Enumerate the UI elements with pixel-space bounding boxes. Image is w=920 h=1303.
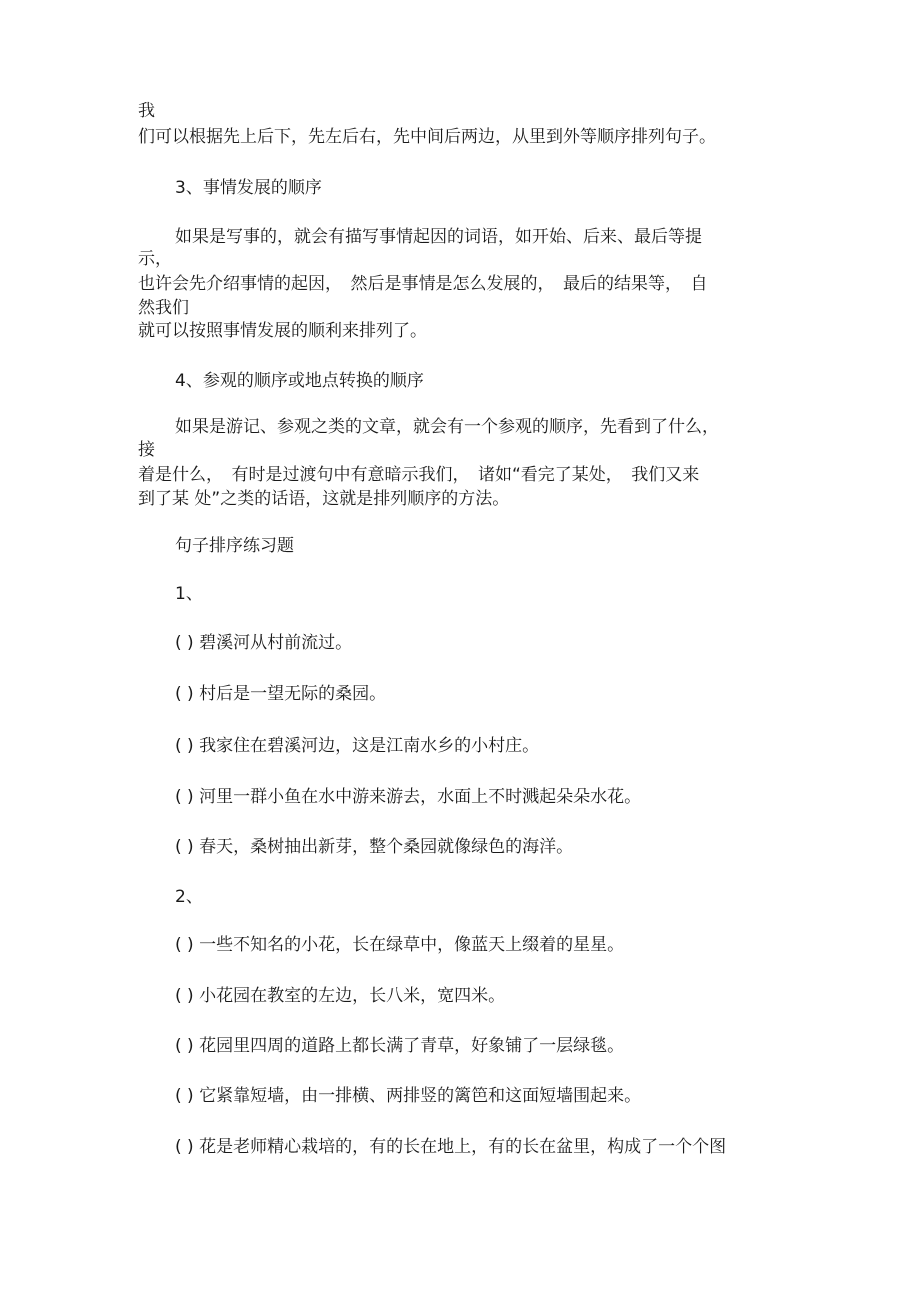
text-line: 到了某 处”之类的话语，这就是排列顺序的方法。 [138, 489, 510, 509]
text-line: 们可以根据先上后下，先左后右，先中间后两边，从里到外等顺序排列句子。 [138, 127, 716, 147]
exercise-title: 句子排序练习题 [175, 536, 294, 556]
exercise-item: ( ) 碧溪河从村前流过。 [175, 633, 353, 653]
text-line: 着是什么， 有时是过渡句中有意暗示我们， 诸如“看完了某处， 我们又来 [138, 465, 700, 485]
exercise-item: ( ) 一些不知名的小花，长在绿草中，像蓝天上缀着的星星。 [175, 935, 625, 955]
exercise-item: ( ) 花园里四周的道路上都长满了青草，好象铺了一层绿毯。 [175, 1036, 625, 1056]
exercise-item: ( ) 河里一群小鱼在水中游来游去，水面上不时溅起朵朵水花。 [175, 787, 642, 807]
text-line: 接 [138, 440, 155, 460]
text-line: 也许会先介绍事情的起因， 然后是事情是怎么发展的， 最后的结果等， 自 [138, 274, 708, 294]
exercise-number: 2、 [175, 887, 203, 907]
section-heading: 4、参观的顺序或地点转换的顺序 [175, 371, 424, 391]
exercise-item: ( ) 花是老师精心栽培的，有的长在地上，有的长在盆里，构成了一个个图 [175, 1137, 727, 1157]
exercise-number: 1、 [175, 584, 203, 604]
text-line: 然我们 [138, 298, 189, 318]
text-line: 示， [138, 249, 172, 269]
section-heading: 3、事情发展的顺序 [175, 178, 322, 198]
text-line: 就可以按照事情发展的顺利来排列了。 [138, 321, 427, 341]
exercise-item: ( ) 它紧靠短墙，由一排横、两排竖的篱笆和这面短墙围起来。 [175, 1086, 642, 1106]
text-line: 我 [138, 101, 155, 121]
exercise-item: ( ) 村后是一望无际的桑园。 [175, 684, 387, 704]
exercise-item: ( ) 小花园在教室的左边，长八米，宽四米。 [175, 986, 506, 1006]
exercise-item: ( ) 我家住在碧溪河边，这是江南水乡的小村庄。 [175, 736, 540, 756]
text-line: 如果是写事的，就会有描写事情起因的词语，如开始、后来、最后等提 [175, 227, 702, 247]
exercise-item: ( ) 春天，桑树抽出新芽，整个桑园就像绿色的海洋。 [175, 837, 574, 857]
text-line: 如果是游记、参观之类的文章，就会有一个参观的顺序，先看到了什么， [175, 417, 719, 437]
